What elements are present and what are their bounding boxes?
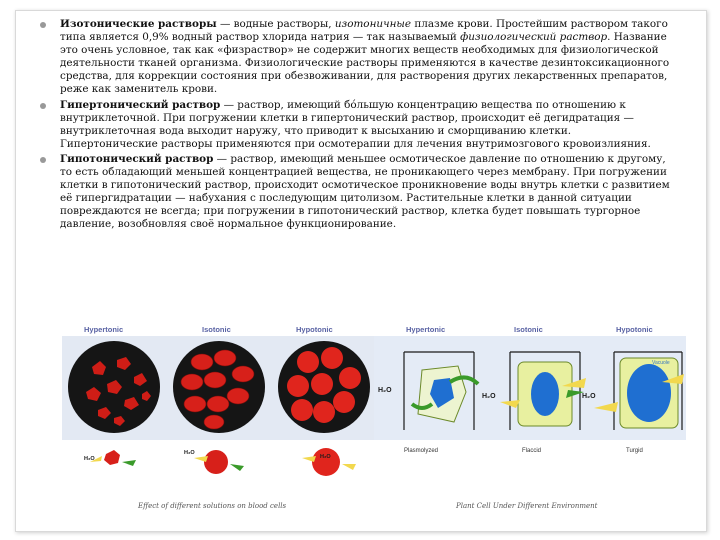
bullet-isotonic [60,18,672,97]
bullet-dot-icon [40,103,46,109]
plant-cell-flaccid [518,362,572,426]
blood-header-hypotonic: Hypotonic [296,325,333,334]
water-label-plant-1: H₂O [378,387,392,394]
water-label-plant-3: H₂O [582,393,596,400]
term-isotonic: Изотонические растворы [60,18,217,30]
state-flaccid: Flaccid [522,448,542,454]
bullet-hypotonic [60,153,672,232]
text-isotonic-italic-1: изотоничные [334,18,412,30]
blood-sample-isotonic [173,341,265,433]
water-label-plant-2: H₂O [482,393,496,400]
term-hypotonic: Гипотонический раствор [60,152,214,165]
text-isotonic-italic-2: физиологический раствор [460,31,608,44]
state-plasmolyzed: Plasmolyzed [404,448,439,454]
text-hypertonic: — раствор, имеющий бо́льшую концентрацию вещества по отношению к внутриклеточной. При погружении клетки в гипертонический раствор, происходит её дегидратация — внутриклеточная вода выходит наружу, что приводит к высыханию и сморщиванию клетки. Гипертонические растворы применяются при осмотерапии для лечения внутримозгового кровоизлияния. [60,98,651,150]
plant-header-isotonic: Isotonic [514,325,543,334]
text-isotonic-2: плазме крови. Простейшим раствором такого типа является 0,9% водный раствор хлорида натрия — так называемый [60,18,668,44]
text-isotonic-1: — водные растворы, [216,18,335,30]
plant-header-hypotonic: Hypotonic [616,325,653,334]
blood-header-isotonic: Isotonic [202,325,231,334]
text-hypotonic: — раствор, имеющий меньшее осмотическое давление по отношению к другому, то есть обладающий меньшей концентрацией вещества, не проникающего через мембрану. При погружении клетки в гипотонический раствор, происходит осмотическое проникновение воды внутрь клетки с развитием её гипергидратации — набухания с последующим цитолизом. Растительные клетки в данной ситуации повреждаются не всегда; при погружении в гипотонический раствор, клетка будет повышать тургорное давление, возобновляя своё нормальное функционирование. [60,152,670,231]
state-turgid: Turgid [626,448,643,454]
blood-caption: Effect of different solutions on blood cells [138,502,287,510]
blood-sample-hypotonic [278,341,370,433]
bullet-list [60,18,672,234]
rbc-diagrams [90,448,356,476]
blood-sample-hypertonic [68,341,160,433]
bullet-dot-icon [40,157,46,163]
bullet-dot-icon [40,22,46,28]
water-label-rbc-2: H₂O [184,450,195,456]
text-isotonic-3: . Название это очень условное, так как «физраствор» не содержит многих веществ необходимых для физиологической деятельности тканей организма. Физиологические растворы применяются в качестве дезинтоксикационного средства, для коррекции состояния при обезвоживании, для растворения других лекарственных препаратов, реже как заменитель крови. [60,31,670,96]
plant-caption: Plant Cell Under Different Environment [456,502,598,510]
water-label-rbc-3: H₂O [320,454,331,460]
blood-header-hypertonic: Hypertonic [84,325,124,334]
vacuole-label: Vacuole [652,360,670,366]
plant-cell-turgid [620,358,678,428]
plant-header-hypertonic: Hypertonic [406,325,446,334]
osmosis-figure [62,322,686,522]
bullet-hypertonic [60,99,672,151]
water-label-rbc-1: H₂O [84,456,95,462]
term-hypertonic: Гипертонический раствор [60,98,221,111]
